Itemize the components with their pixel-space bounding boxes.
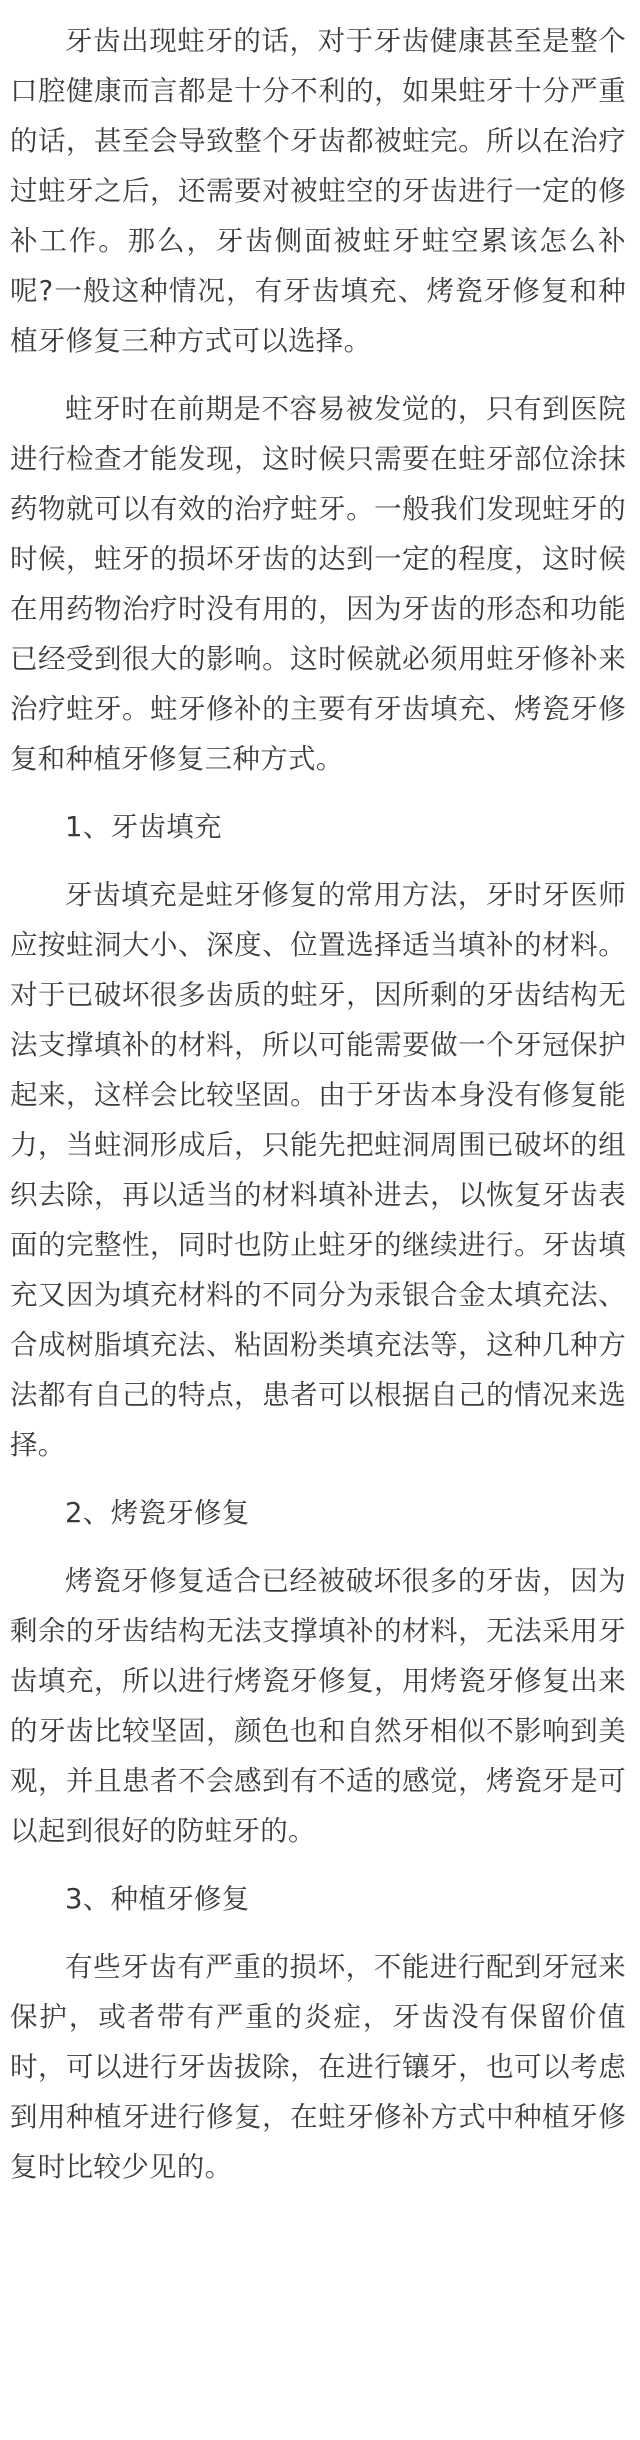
section-heading-porcelain: 2、烤瓷牙修复	[65, 1497, 250, 1529]
paragraph-intro: 牙齿出现蛀牙的话，对于牙齿健康甚至是整个口腔健康而言都是十分不利的，如果蛀牙十分严重的话，甚至会导致整个牙齿都被蛀完。所以在治疗过蛀牙之后，还需要对被蛀空的牙齿进行一定的修补工作。那么，牙齿侧面被蛀牙蛀空累该怎么补呢?一般这种情况，有牙齿填充、烤瓷牙修复和种植牙修复三种方式可以选择。	[10, 25, 626, 357]
section-heading-implant: 3、种植牙修复	[65, 1883, 250, 1915]
section-heading-filling: 1、牙齿填充	[65, 811, 222, 843]
paragraph-filling: 牙齿填充是蛀牙修复的常用方法，牙时牙医师应按蛀洞大小、深度、位置选择适当填补的材料。对于已破坏很多齿质的蛀牙，因所剩的牙齿结构无法支撑填补的材料，所以可能需要做一个牙冠保护起来，这样会比较坚固。由于牙齿本身没有修复能力，当蛀洞形成后，只能先把蛀洞周围已破坏的组织去除，再以适当的材料填补进去，以恢复牙齿表面的完整性，同时也防止蛀牙的继续进行。牙齿填充又因为填充材料的不同分为汞银合金太填充法、合成树脂填充法、粘固粉类填充法等，这种几种方法都有自己的特点，患者可以根据自己的情况来选择。	[10, 879, 626, 1461]
paragraph-implant: 有些牙齿有严重的损坏，不能进行配到牙冠来保护，或者带有严重的炎症，牙齿没有保留价值时，可以进行牙齿拔除，在进行镶牙，也可以考虑到用种植牙进行修复，在蛀牙修补方式中种植牙修复时比较少见的。	[10, 1951, 626, 2183]
paragraph-background: 蛀牙时在前期是不容易被发觉的，只有到医院进行检查才能发现，这时候只需要在蛀牙部位涂抹药物就可以有效的治疗蛀牙。一般我们发现蛀牙的时候，蛀牙的损坏牙齿的达到一定的程度，这时候在用药物治疗时没有用的，因为牙齿的形态和功能已经受到很大的影响。这时候就必须用蛀牙修补来治疗蛀牙。蛀牙修补的主要有牙齿填充、烤瓷牙修复和种植牙修复三种方式。	[10, 393, 626, 775]
article-body	[0, 16, 640, 2210]
paragraph-porcelain: 烤瓷牙修复适合已经被破坏很多的牙齿，因为剩余的牙齿结构无法支撑填补的材料，无法采用牙齿填充，所以进行烤瓷牙修复，用烤瓷牙修复出来的牙齿比较坚固，颜色也和自然牙相似不影响到美观，并且患者不会感到有不适的感觉，烤瓷牙是可以起到很好的防蛀牙的。	[10, 1565, 626, 1847]
